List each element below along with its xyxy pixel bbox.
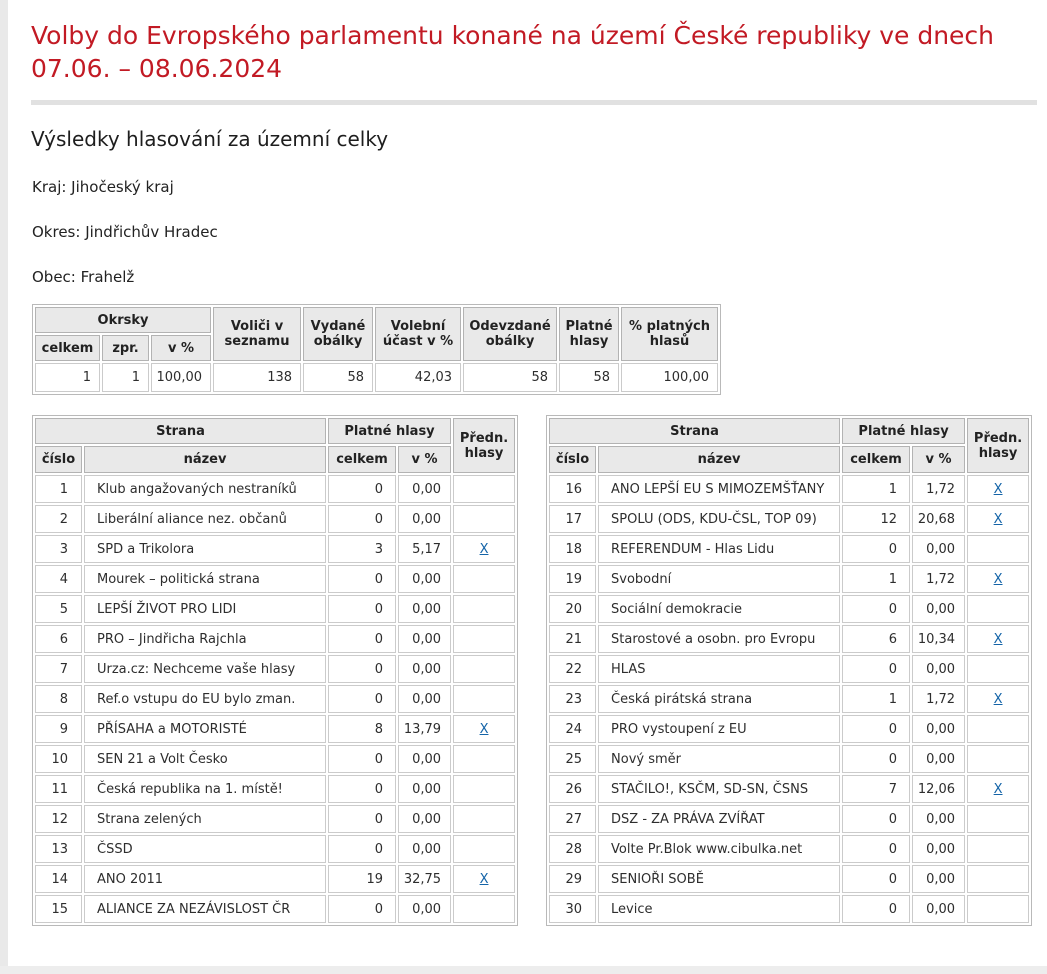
party-votes-pct: 32,75 xyxy=(398,865,451,893)
pref-votes-link[interactable]: X xyxy=(479,721,489,737)
table-row xyxy=(549,505,1029,533)
party-votes-total: 7 xyxy=(842,775,910,803)
party-name: STAČILO!, KSČM, SD-SN, ČSNS xyxy=(598,775,840,803)
party-name: Svobodní xyxy=(598,565,840,593)
pref-votes-link[interactable]: X xyxy=(993,481,1003,497)
party-number: 16 xyxy=(549,475,596,503)
table-row xyxy=(549,655,1029,683)
party-votes-pct: 0,00 xyxy=(912,715,965,743)
party-votes-pct: 0,00 xyxy=(398,745,451,773)
party-pref-cell xyxy=(967,805,1029,833)
party-pref-cell xyxy=(967,865,1029,893)
party-number: 15 xyxy=(35,895,82,923)
party-name: Liberální aliance nez. občanů xyxy=(84,505,326,533)
party-pref-cell xyxy=(453,835,515,863)
party-number: 20 xyxy=(549,595,596,623)
party-number: 1 xyxy=(35,475,82,503)
party-votes-pct: 0,00 xyxy=(912,595,965,623)
table-row xyxy=(35,625,515,653)
party-votes-total: 0 xyxy=(842,805,910,833)
party-votes-total: 19 xyxy=(328,865,396,893)
party-votes-pct: 0,00 xyxy=(398,595,451,623)
page-title-line1: Volby do Evropského parlamentu konané na území České republiky ve dnech xyxy=(31,21,995,50)
party-pref-cell xyxy=(967,535,1029,563)
party-votes-total: 0 xyxy=(842,655,910,683)
table-row xyxy=(35,745,515,773)
summary-header-vydane: Vydané obálky xyxy=(303,307,373,361)
party-number: 18 xyxy=(549,535,596,563)
party-votes-total: 12 xyxy=(842,505,910,533)
summary-header-okrsky: Okrsky xyxy=(35,307,211,333)
party-pref-cell xyxy=(967,745,1029,773)
party-votes-total: 0 xyxy=(328,745,396,773)
party-votes-pct: 5,17 xyxy=(398,535,451,563)
party-name: Mourek – politická strana xyxy=(84,565,326,593)
party-number: 2 xyxy=(35,505,82,533)
party-votes-pct: 0,00 xyxy=(398,775,451,803)
party-votes-pct: 0,00 xyxy=(912,655,965,683)
party-name: PRO – Jindřicha Rajchla xyxy=(84,625,326,653)
party-table-left xyxy=(32,415,518,926)
party-pref-cell xyxy=(453,625,515,653)
party-tables-row xyxy=(32,415,1037,926)
party-votes-total: 0 xyxy=(842,595,910,623)
party-header-predn-hlasy: Předn. hlasy xyxy=(453,418,515,473)
summary-value-v-pct: 100,00 xyxy=(151,363,211,392)
party-name: Česká republika na 1. místě! xyxy=(84,775,326,803)
party-number: 21 xyxy=(549,625,596,653)
party-pref-cell xyxy=(453,535,515,563)
party-pref-cell xyxy=(453,745,515,773)
party-name: PRO vystoupení z EU xyxy=(598,715,840,743)
party-pref-cell xyxy=(967,835,1029,863)
party-number: 4 xyxy=(35,565,82,593)
party-number: 28 xyxy=(549,835,596,863)
party-votes-total: 0 xyxy=(328,565,396,593)
summary-header-volici: Voliči v seznamu xyxy=(213,307,301,361)
party-number: 22 xyxy=(549,655,596,683)
party-header-celkem: celkem xyxy=(842,446,910,473)
page-content xyxy=(31,0,1037,926)
party-votes-total: 0 xyxy=(328,505,396,533)
party-votes-pct: 10,34 xyxy=(912,625,965,653)
summary-value-odevzdane: 58 xyxy=(463,363,557,392)
region-label: Kraj: Jihočeský kraj xyxy=(32,178,174,196)
party-votes-pct: 20,68 xyxy=(912,505,965,533)
party-pref-cell xyxy=(453,685,515,713)
party-votes-pct: 0,00 xyxy=(912,535,965,563)
party-votes-total: 0 xyxy=(328,625,396,653)
party-header-strana: Strana xyxy=(35,418,326,444)
summary-header-pct-platnych: % platných hlasů xyxy=(621,307,718,361)
party-header-cislo: číslo xyxy=(549,446,596,473)
summary-value-volici: 138 xyxy=(213,363,301,392)
table-row xyxy=(35,505,515,533)
party-votes-pct: 1,72 xyxy=(912,475,965,503)
summary-header-zpr: zpr. xyxy=(102,335,149,361)
summary-value-ucast: 42,03 xyxy=(375,363,461,392)
party-header-nazev: název xyxy=(598,446,840,473)
party-number: 30 xyxy=(549,895,596,923)
party-name: SPD a Trikolora xyxy=(84,535,326,563)
party-pref-cell xyxy=(967,685,1029,713)
party-votes-pct: 0,00 xyxy=(912,745,965,773)
party-pref-cell xyxy=(967,775,1029,803)
table-row xyxy=(35,565,515,593)
party-votes-total: 0 xyxy=(842,715,910,743)
party-pref-cell xyxy=(967,715,1029,743)
table-row xyxy=(35,775,515,803)
party-name: SENIOŘI SOBĚ xyxy=(598,865,840,893)
summary-table xyxy=(32,304,721,395)
party-number: 10 xyxy=(35,745,82,773)
party-votes-total: 1 xyxy=(842,685,910,713)
party-votes-total: 0 xyxy=(842,895,910,923)
table-row xyxy=(35,895,515,923)
party-pref-cell xyxy=(453,475,515,503)
party-votes-total: 0 xyxy=(328,475,396,503)
party-number: 6 xyxy=(35,625,82,653)
table-row xyxy=(35,595,515,623)
party-votes-total: 0 xyxy=(328,775,396,803)
party-pref-cell xyxy=(453,655,515,683)
party-pref-cell xyxy=(967,625,1029,653)
party-votes-pct: 0,00 xyxy=(398,475,451,503)
party-pref-cell xyxy=(453,595,515,623)
pref-votes-link[interactable]: X xyxy=(993,781,1003,797)
party-votes-pct: 0,00 xyxy=(398,625,451,653)
table-row xyxy=(35,805,515,833)
party-name: Sociální demokracie xyxy=(598,595,840,623)
party-name: PŘÍSAHA a MOTORISTÉ xyxy=(84,715,326,743)
party-name: ALIANCE ZA NEZÁVISLOST ČR xyxy=(84,895,326,923)
summary-value-zpr: 1 xyxy=(102,363,149,392)
party-name: Levice xyxy=(598,895,840,923)
party-name: Nový směr xyxy=(598,745,840,773)
summary-header-v-pct: v % xyxy=(151,335,211,361)
page-title xyxy=(31,0,1037,85)
summary-values-row xyxy=(35,363,718,392)
party-pref-cell xyxy=(967,565,1029,593)
pref-votes-link[interactable]: X xyxy=(993,631,1003,647)
party-votes-total: 1 xyxy=(842,565,910,593)
section-title: Výsledky hlasování za územní celky xyxy=(31,127,389,151)
divider xyxy=(31,100,1037,105)
party-name: Volte Pr.Blok www.cibulka.net xyxy=(598,835,840,863)
party-votes-total: 0 xyxy=(842,865,910,893)
party-votes-total: 6 xyxy=(842,625,910,653)
party-name: LEPŠÍ ŽIVOT PRO LIDI xyxy=(84,595,326,623)
party-votes-total: 0 xyxy=(328,655,396,683)
party-votes-pct: 0,00 xyxy=(398,805,451,833)
party-name: ČSSD xyxy=(84,835,326,863)
pref-votes-link[interactable]: X xyxy=(479,541,489,557)
party-number: 24 xyxy=(549,715,596,743)
party-name: SPOLU (ODS, KDU-ČSL, TOP 09) xyxy=(598,505,840,533)
window-edge-bottom xyxy=(0,966,1047,974)
party-pref-cell xyxy=(967,505,1029,533)
party-name: ANO 2011 xyxy=(84,865,326,893)
table-row xyxy=(549,685,1029,713)
party-number: 13 xyxy=(35,835,82,863)
table-row xyxy=(35,685,515,713)
table-row xyxy=(549,475,1029,503)
table-row xyxy=(35,535,515,563)
table-row xyxy=(549,775,1029,803)
table-row xyxy=(549,835,1029,863)
party-number: 29 xyxy=(549,865,596,893)
party-name: Česká pirátská strana xyxy=(598,685,840,713)
party-votes-pct: 0,00 xyxy=(398,505,451,533)
party-pref-cell xyxy=(967,895,1029,923)
party-number: 5 xyxy=(35,595,82,623)
page-title-line2: 07.06. – 08.06.2024 xyxy=(31,54,283,83)
party-votes-pct: 1,72 xyxy=(912,565,965,593)
party-votes-pct: 0,00 xyxy=(398,565,451,593)
party-name: Urza.cz: Nechceme vaše hlasy xyxy=(84,655,326,683)
summary-header-odevzdane: Odevzdané obálky xyxy=(463,307,557,361)
party-votes-total: 0 xyxy=(328,835,396,863)
pref-votes-link[interactable]: X xyxy=(993,571,1003,587)
party-header-nazev: název xyxy=(84,446,326,473)
party-votes-total: 0 xyxy=(328,805,396,833)
party-votes-total: 0 xyxy=(328,685,396,713)
party-votes-pct: 0,00 xyxy=(912,835,965,863)
party-header-v-pct: v % xyxy=(912,446,965,473)
party-number: 25 xyxy=(549,745,596,773)
party-name: ANO LEPŠÍ EU S MIMOZEMŠŤANY xyxy=(598,475,840,503)
party-number: 27 xyxy=(549,805,596,833)
party-header-strana: Strana xyxy=(549,418,840,444)
table-row xyxy=(549,625,1029,653)
party-table-right xyxy=(546,415,1032,926)
party-pref-cell xyxy=(453,715,515,743)
table-row xyxy=(549,715,1029,743)
party-pref-cell xyxy=(967,475,1029,503)
party-pref-cell xyxy=(453,775,515,803)
table-row xyxy=(35,655,515,683)
summary-value-platne: 58 xyxy=(559,363,619,392)
table-row xyxy=(35,835,515,863)
party-number: 11 xyxy=(35,775,82,803)
party-votes-pct: 1,72 xyxy=(912,685,965,713)
party-pref-cell xyxy=(453,505,515,533)
party-votes-total: 0 xyxy=(842,835,910,863)
party-pref-cell xyxy=(967,655,1029,683)
summary-value-pct-platnych: 100,00 xyxy=(621,363,718,392)
party-number: 8 xyxy=(35,685,82,713)
party-header-platne-hlasy: Platné hlasy xyxy=(328,418,451,444)
party-header-v-pct: v % xyxy=(398,446,451,473)
party-votes-pct: 0,00 xyxy=(912,805,965,833)
party-name: DSZ - ZA PRÁVA ZVÍŘAT xyxy=(598,805,840,833)
table-row xyxy=(549,805,1029,833)
party-number: 9 xyxy=(35,715,82,743)
party-number: 19 xyxy=(549,565,596,593)
party-votes-pct: 0,00 xyxy=(398,895,451,923)
party-votes-total: 3 xyxy=(328,535,396,563)
summary-value-vydane: 58 xyxy=(303,363,373,392)
party-number: 17 xyxy=(549,505,596,533)
summary-value-celkem: 1 xyxy=(35,363,100,392)
party-pref-cell xyxy=(453,865,515,893)
table-row xyxy=(35,715,515,743)
party-votes-pct: 13,79 xyxy=(398,715,451,743)
party-votes-pct: 0,00 xyxy=(398,835,451,863)
party-number: 23 xyxy=(549,685,596,713)
table-row xyxy=(549,895,1029,923)
party-name: Strana zelených xyxy=(84,805,326,833)
party-number: 14 xyxy=(35,865,82,893)
party-header-celkem: celkem xyxy=(328,446,396,473)
party-votes-pct: 0,00 xyxy=(398,685,451,713)
party-name: REFERENDUM - Hlas Lidu xyxy=(598,535,840,563)
party-number: 12 xyxy=(35,805,82,833)
party-header-predn-hlasy: Předn. hlasy xyxy=(967,418,1029,473)
municipality-label: Obec: Frahelž xyxy=(32,268,135,286)
party-pref-cell xyxy=(453,805,515,833)
party-votes-pct: 0,00 xyxy=(912,865,965,893)
party-votes-pct: 12,06 xyxy=(912,775,965,803)
table-row xyxy=(549,535,1029,563)
window-edge-left xyxy=(0,0,8,974)
table-row xyxy=(549,745,1029,773)
party-votes-pct: 0,00 xyxy=(912,895,965,923)
table-row xyxy=(35,475,515,503)
party-votes-total: 0 xyxy=(842,535,910,563)
district-label: Okres: Jindřichův Hradec xyxy=(32,223,218,241)
party-votes-total: 0 xyxy=(842,745,910,773)
party-header-platne-hlasy: Platné hlasy xyxy=(842,418,965,444)
party-pref-cell xyxy=(453,565,515,593)
party-votes-total: 0 xyxy=(328,595,396,623)
party-number: 26 xyxy=(549,775,596,803)
party-votes-pct: 0,00 xyxy=(398,655,451,683)
party-number: 3 xyxy=(35,535,82,563)
party-name: SEN 21 a Volt Česko xyxy=(84,745,326,773)
party-name: Klub angažovaných nestraníků xyxy=(84,475,326,503)
party-votes-total: 1 xyxy=(842,475,910,503)
party-name: Ref.o vstupu do EU bylo zman. xyxy=(84,685,326,713)
party-pref-cell xyxy=(967,595,1029,623)
summary-header-platne: Platné hlasy xyxy=(559,307,619,361)
summary-header-ucast: Volební účast v % xyxy=(375,307,461,361)
table-row xyxy=(549,595,1029,623)
pref-votes-link[interactable]: X xyxy=(993,691,1003,707)
table-row xyxy=(35,865,515,893)
party-votes-total: 8 xyxy=(328,715,396,743)
party-votes-total: 0 xyxy=(328,895,396,923)
party-pref-cell xyxy=(453,895,515,923)
party-name: Starostové a osobn. pro Evropu xyxy=(598,625,840,653)
table-row xyxy=(549,565,1029,593)
party-number: 7 xyxy=(35,655,82,683)
table-row xyxy=(549,865,1029,893)
party-header-cislo: číslo xyxy=(35,446,82,473)
pref-votes-link[interactable]: X xyxy=(993,511,1003,527)
party-name: HLAS xyxy=(598,655,840,683)
summary-header-celkem: celkem xyxy=(35,335,100,361)
pref-votes-link[interactable]: X xyxy=(479,871,489,887)
